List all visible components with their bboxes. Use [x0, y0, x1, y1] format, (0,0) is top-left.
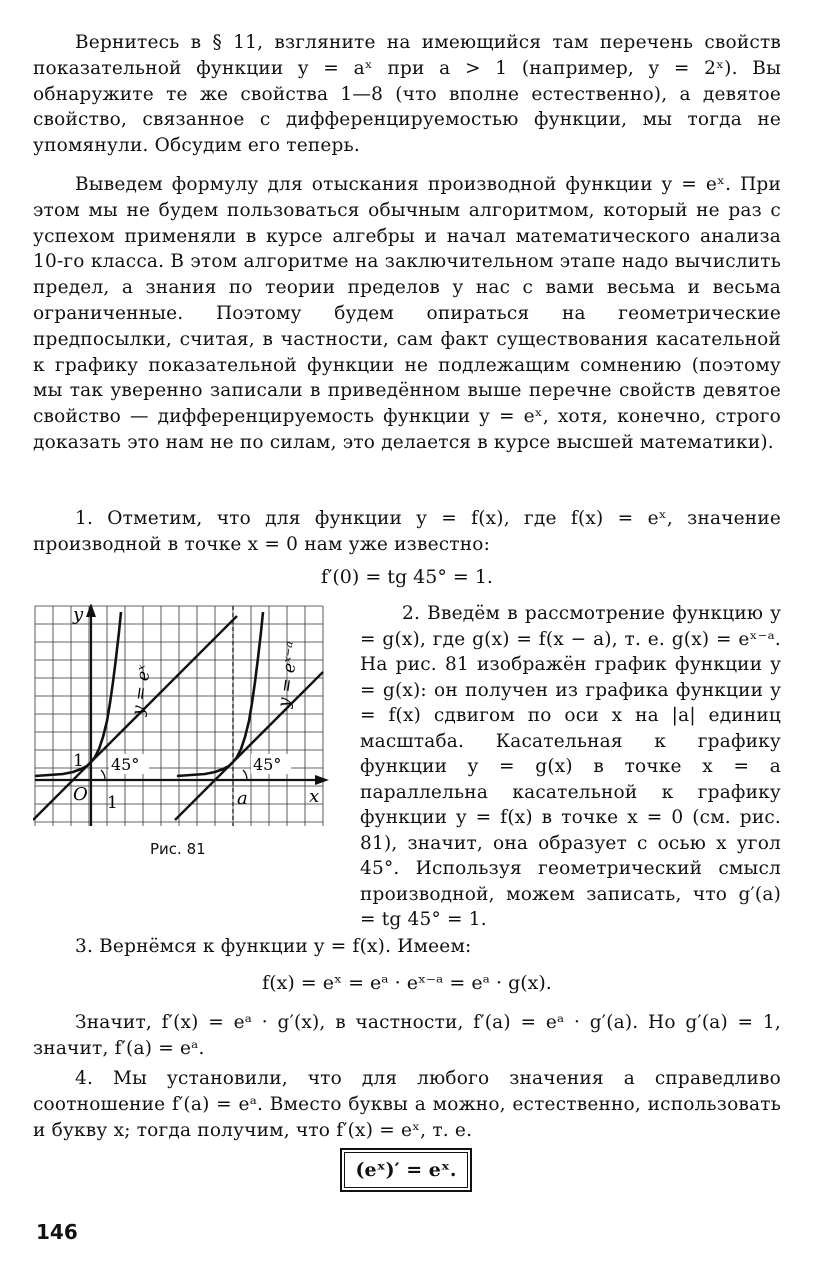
one-x-label: 1: [107, 793, 118, 813]
boxed-formula-derivative-of-exp: (eˣ)′ = eˣ.: [340, 1148, 472, 1192]
formula-f-prime-zero: f′(0) = tg 45° = 1.: [321, 566, 493, 588]
angle-label-1: 45°: [111, 755, 140, 774]
x-axis-arrow: [315, 775, 329, 785]
paragraph-5: 3. Вернёмся к функции y = f(x). Имеем:: [75, 936, 472, 957]
paragraph-2: Выведем формулу для отыскания производной функции y = eˣ. При этом мы не будем пользоваться обычным алгоритмом, который не раз с успехом применяли в курсе алгебры и начал математического анализа 10-го класса. В этом алгоритме на заключительном этапе надо вычислить предел, а знания по теории пределов у нас с вами весьма и весьма ограниченные. Поэтому будем опираться на геометрические предпосылки, считая, в частности, сам факт существования касательной к графику показательной функции не подлежащим сомнению (поэтому мы так уверенно записали в приведённом выше перечне свойств девятое свойство — дифференцируемость функции y = eˣ, хотя, конечно, строго доказать это нам не по силам, это делается в курсе высшей математики).: [33, 174, 781, 453]
origin-label: O: [73, 784, 88, 805]
paragraph-4: 2. Введём в рассмотрение функцию y = g(x), где g(x) = f(x − a), т. е. g(x) = eˣ⁻ᵃ. На рис. 81 изображён график функции y = g(x): он получен из графика функции y = f(x) сдвигом по оси x на |a| единиц масштаба. Касательная к графику функции y = g(x) в точке x = a параллельна касательной к графику функции y = f(x) в точке x = 0 (см. рис. 81), значит, она образует с осью x угол 45°. Используя геометрический смысл производной, можем записать, что g′(a) = tg 45° = 1.: [360, 603, 781, 930]
y-axis-label: y: [73, 604, 84, 625]
figure-81: [33, 604, 333, 828]
angle-arc-1: [101, 770, 105, 780]
formula-f-of-x: f(x) = eˣ = eᵃ · eˣ⁻ᵃ = eᵃ · g(x).: [262, 972, 552, 994]
angle-arc-2: [243, 770, 247, 780]
page-number: 146: [36, 1220, 78, 1244]
paragraph-6: Значит, f′(x) = eᵃ · g′(x), в частности, f′(a) = eᵃ · g′(a). Но g′(a) = 1, значит, f′(a) = eᵃ.: [33, 1012, 781, 1059]
paragraph-7: 4. Мы установили, что для любого значения a справедливо соотношение f′(a) = eᵃ. Вместо буквы a можно, естественно, использовать и букву x; тогда получим, что f′(x) = eˣ, т. е.: [33, 1068, 781, 1141]
curve-label-e-x-minus-a: y = eˣ⁻ᵃ: [274, 640, 304, 709]
angle-label-2: 45°: [253, 755, 282, 774]
x-axis-label: x: [309, 786, 320, 807]
one-y-label: 1: [73, 751, 84, 771]
curve-y-equals-e-x-minus-a: [177, 612, 263, 776]
paragraph-1: Вернитесь в § 11, взгляните на имеющийся там перечень свойств показательной функции y = aˣ при a > 1 (например, y = 2ˣ). Вы обнаружите те же свойства 1—8 (что вполне естественно), а девятое свойство, связанное с дифференцируемостью функции, мы тогда не упомянули. Обсудим его теперь.: [33, 32, 781, 157]
paragraph-3: 1. Отметим, что для функции y = f(x), где f(x) = eˣ, значение производной в точке x = 0 нам уже известно:: [33, 508, 781, 555]
figure-81-graph: [33, 604, 333, 828]
a-label: a: [237, 788, 248, 809]
curve-label-e-x: y = eˣ: [128, 663, 156, 717]
figure-caption: Рис. 81: [150, 840, 206, 858]
